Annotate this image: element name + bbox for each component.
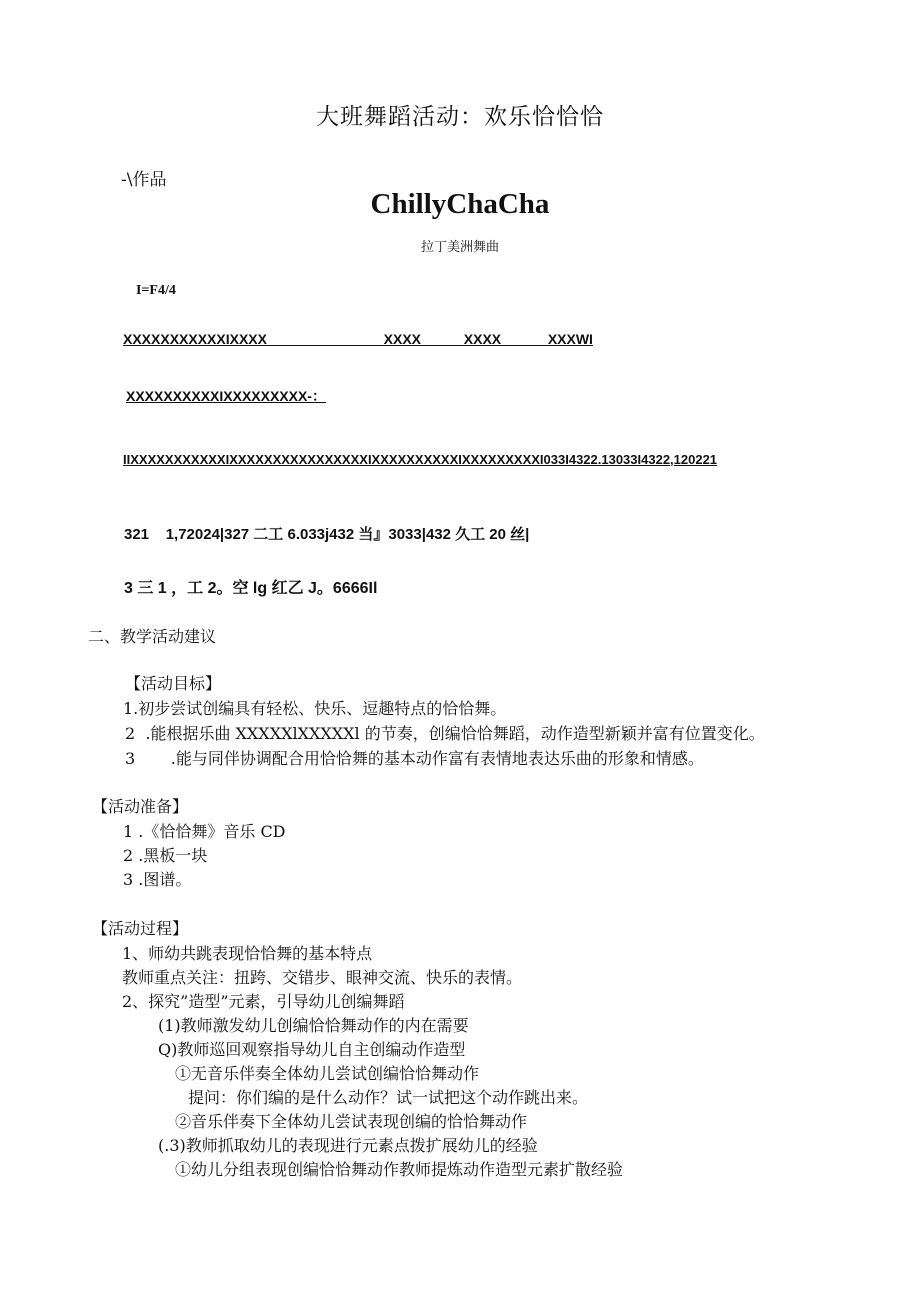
prep-item: 3 .图谱。 xyxy=(123,870,192,889)
prep-heading: 【活动准备】 xyxy=(92,797,189,816)
key-signature: I=F4/4 xyxy=(136,283,176,298)
goals-heading: 【活动目标】 xyxy=(125,674,222,693)
score-line-5: 3 三 1 ，工 2。空 lg 红乙 J。6666Il xyxy=(124,580,378,597)
process-line: ①无音乐伴奏全体幼儿尝试创编恰恰舞动作 xyxy=(175,1064,480,1083)
song-subtitle: 拉丁美洲舞曲 xyxy=(420,240,499,255)
score-line-1: XXXXXXXXXXXIXXXX XXXX XXXX XXXWI xyxy=(123,331,593,347)
goal-item: 3 .能与同伴协调配合用恰恰舞的基本动作富有表情地表达乐曲的形象和情感。 xyxy=(125,749,704,768)
process-line: ②音乐伴奏下全体幼儿尝试表现创编的恰恰舞动作 xyxy=(175,1112,528,1131)
goal-item: 2 .能根据乐曲 XXXXXlXXXXXl 的节奏，创编恰恰舞蹈，动作造型新颖并富有位置变化。 xyxy=(125,724,765,743)
process-line: ①幼儿分组表现创编恰恰舞动作教师提炼动作造型元素扩散经验 xyxy=(175,1160,624,1179)
score-line-4: 321 1,72024|327 二工 6.033j432 当』3033|432 久工 20 丝| xyxy=(124,526,530,543)
score-line-2: XXXXXXXXXXIXXXXXXXXX-： xyxy=(126,388,326,404)
process-line: 1、师幼共跳表现恰恰舞的基本特点 xyxy=(122,944,373,963)
prep-item: 1 .《恰恰舞》音乐 CD xyxy=(123,822,286,841)
process-line: (.3)教师抓取幼儿的表现进行元素点拨扩展幼儿的经验 xyxy=(158,1136,538,1155)
process-line: 教师重点关注：扭跨、交错步、眼神交流、快乐的表情。 xyxy=(122,968,523,987)
process-line: Q)教师巡回观察指导幼儿自主创编动作造型 xyxy=(158,1040,466,1059)
song-title: ChillyChaCha xyxy=(370,188,550,220)
score-line-3: IIXXXXXXXXXXXIXXXXXXXXXXXXXXXXIXXXXXXXXXXIXXXXXXXXXI033I4322.13033I4322,120221 xyxy=(123,452,718,467)
process-line: (1)教师激发幼儿创编恰恰舞动作的内在需要 xyxy=(158,1016,469,1035)
section-2-title: 二、教学活动建议 xyxy=(88,627,217,646)
document-title: 大班舞蹈活动：欢乐恰恰恰 xyxy=(316,104,604,130)
process-heading: 【活动过程】 xyxy=(92,919,189,938)
process-line: 提问：你们编的是什么动作？试一试把这个动作跳出来。 xyxy=(188,1088,589,1107)
process-line: 2、探究”造型”元素，引导幼儿创编舞蹈 xyxy=(122,992,405,1011)
section-1-label: -\作品 xyxy=(121,170,167,190)
goal-item: 1.初步尝试创编具有轻松、快乐、逗趣特点的恰恰舞。 xyxy=(123,699,507,718)
prep-item: 2 .黑板一块 xyxy=(123,846,208,865)
